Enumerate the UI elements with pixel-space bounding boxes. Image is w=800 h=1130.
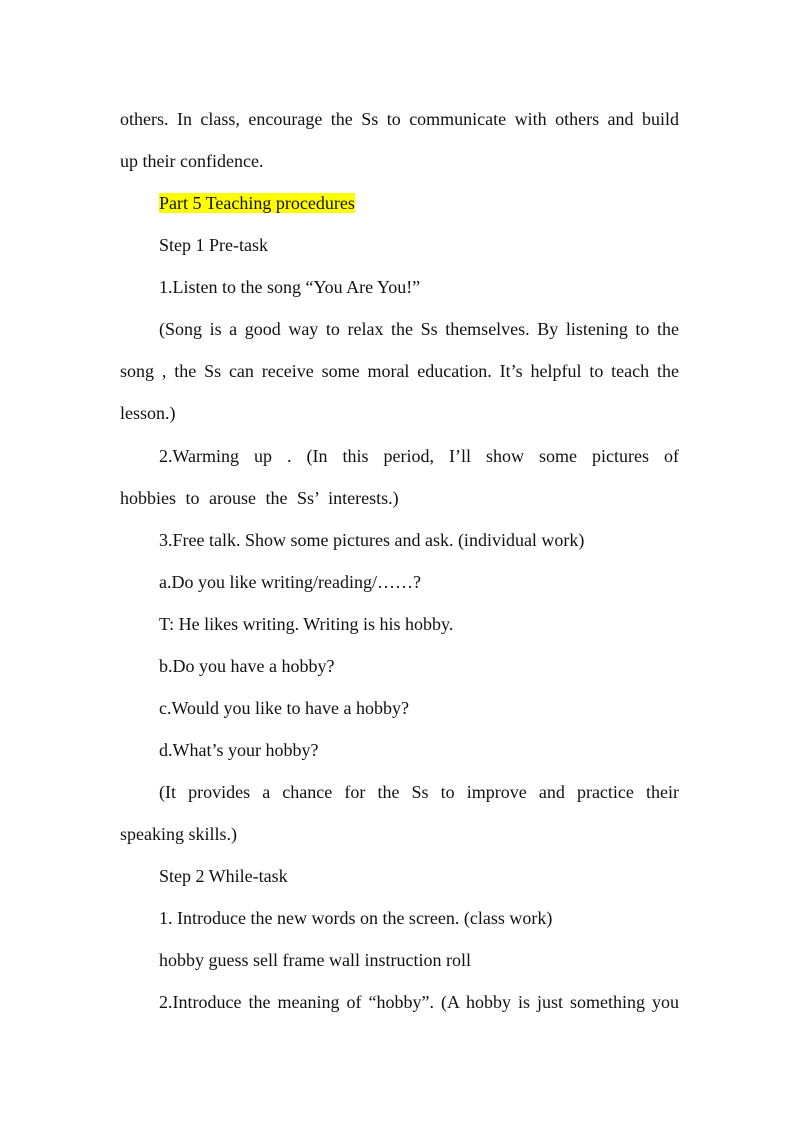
question-item: b.Do you have a hobby?	[159, 656, 335, 676]
highlighted-heading-text: Part 5 Teaching procedures	[159, 193, 355, 213]
paragraph-line: speaking skills.)	[120, 824, 237, 844]
paragraph-line: (Song is a good way to relax the Ss themselves. By listening to the	[159, 319, 679, 339]
procedure-item: 2.Warming up . (In this period, I’ll show some pictures of	[159, 446, 679, 466]
step-heading: Step 2 While-task	[159, 866, 288, 886]
question-item: d.What’s your hobby?	[159, 740, 319, 760]
section-heading	[159, 190, 355, 216]
paragraph-line: song , the Ss can receive some moral education. It’s helpful to teach the	[120, 361, 679, 381]
word-list: hobby guess sell frame wall instruction roll	[159, 950, 471, 970]
dialogue-line: T: He likes writing. Writing is his hobby.	[159, 614, 454, 634]
procedure-item: 3.Free talk. Show some pictures and ask. (individual work)	[159, 530, 585, 550]
paragraph-line: hobbies to arouse the Ss’ interests.)	[120, 488, 399, 508]
question-item: a.Do you like writing/reading/……?	[159, 572, 421, 592]
question-item: c.Would you like to have a hobby?	[159, 698, 409, 718]
paragraph-line: lesson.)	[120, 403, 176, 423]
step-heading: Step 1 Pre-task	[159, 235, 268, 255]
procedure-item: 1. Introduce the new words on the screen. (class work)	[159, 908, 553, 928]
paragraph-line: up their confidence.	[120, 151, 264, 171]
procedure-item: 2.Introduce the meaning of “hobby”. (A hobby is just something you	[159, 992, 679, 1012]
paragraph-line: others. In class, encourage the Ss to communicate with others and build	[120, 109, 679, 129]
procedure-item: 1.Listen to the song “You Are You!”	[159, 277, 421, 297]
paragraph-line: (It provides a chance for the Ss to improve and practice their	[159, 782, 679, 802]
